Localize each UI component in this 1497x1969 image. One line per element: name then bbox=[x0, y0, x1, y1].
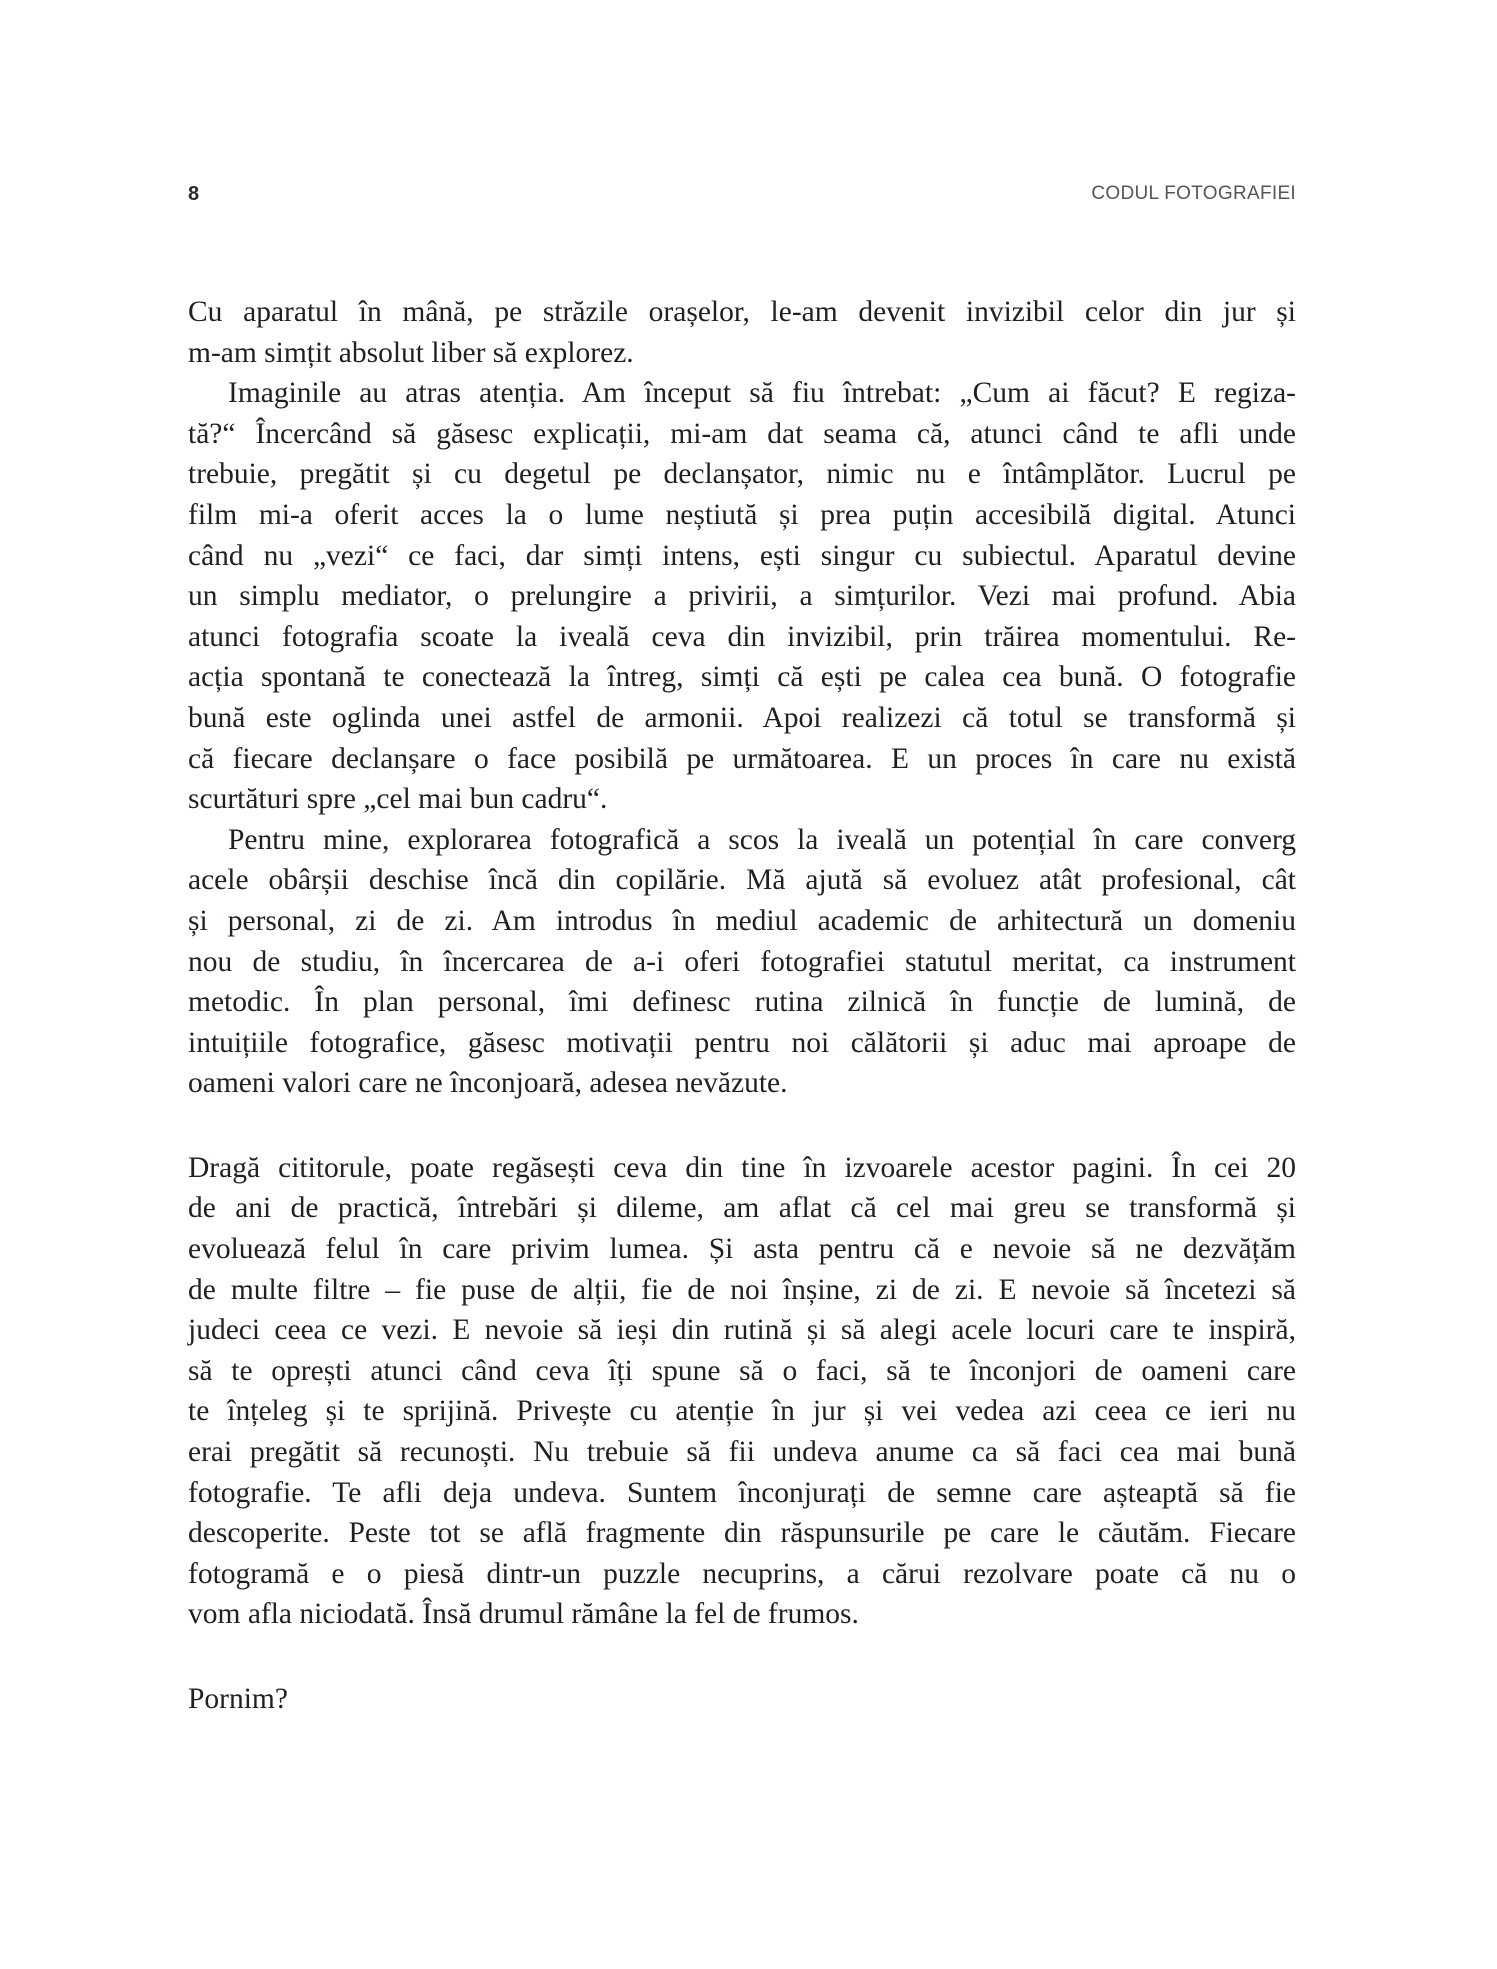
text-line: atunci fotografia scoate la iveală ceva din invizibil, prin trăirea momentului. Re- bbox=[188, 620, 1296, 653]
closing-question: Pornim? bbox=[188, 1683, 288, 1715]
text-line: să te oprești atunci când ceva îți spune să o faci, să te înconjori de oameni care bbox=[188, 1354, 1296, 1387]
text-line: și personal, zi de zi. Am introdus în mediul academic de arhitectură un domeniu bbox=[188, 904, 1296, 937]
text-line: Dragă cititorule, poate regăsești ceva din tine în izvoarele acestor pagini. În cei 20 bbox=[188, 1151, 1296, 1184]
text-line: Cu aparatul în mână, pe străzile orașelor, le-am devenit invizibil celor din jur și bbox=[188, 296, 1296, 328]
text-line: film mi-a oferit acces la o lume neștiută și prea puțin accesibilă digital. Atunci bbox=[188, 498, 1296, 531]
text-line: oameni valori care ne înconjoară, adesea nevăzute. bbox=[188, 1067, 788, 1100]
text-line: descoperite. Peste tot se află fragmente din răspunsurile pe care le căutăm. Fiecare bbox=[188, 1517, 1296, 1550]
paragraph-4 bbox=[188, 1148, 1296, 1635]
text-line: evoluează felul în care privim lumea. Și asta pentru că e nevoie să ne dezvățăm bbox=[188, 1233, 1296, 1266]
text-line: că fiecare declanșare o face posibilă pe următoarea. E un proces în care nu există bbox=[188, 742, 1296, 775]
text-line: bună este oglinda unei astfel de armonii. Apoi realizezi că totul se transformă și bbox=[188, 701, 1296, 734]
text-line: scurtături spre „cel mai bun cadru“. bbox=[188, 783, 608, 816]
text-line: de ani de practică, întrebări și dileme, am aflat că cel mai greu se transformă și bbox=[188, 1192, 1296, 1225]
text-line: acția spontană te conectează la întreg, simți că ești pe calea cea bună. O fotografie bbox=[188, 661, 1296, 694]
paragraph-spacer bbox=[188, 1635, 1296, 1679]
text-line: vom afla niciodată. Însă drumul rămâne la fel de frumos. bbox=[188, 1598, 859, 1631]
body-text bbox=[188, 292, 1296, 1720]
text-line: erai pregătit să recunoști. Nu trebuie să fii undeva anume ca să faci cea mai bună bbox=[188, 1436, 1296, 1469]
text-line: judeci ceea ce vezi. E nevoie să ieși din rutină și să alegi acele locuri care te inspiră, bbox=[188, 1314, 1296, 1347]
text-line: fotografie. Te afli deja undeva. Suntem înconjurați de semne care așteaptă să fie bbox=[188, 1476, 1296, 1509]
text-line: un simplu mediator, o prelungire a privirii, a simțurilor. Vezi mai profund. Abia bbox=[188, 580, 1296, 613]
text-line: tă?“ Încercând să găsesc explicații, mi-am dat seama că, atunci când te afli unde bbox=[188, 417, 1296, 450]
text-line: intuițiile fotografice, găsesc motivații pentru noi călătorii și aduc mai aproape de bbox=[188, 1026, 1296, 1059]
text-line: te înțeleg și te sprijină. Privește cu atenție în jur și vei vedea azi ceea ce ieri nu bbox=[188, 1395, 1296, 1428]
text-line: când nu „vezi“ ce faci, dar simți intens, ești singur cu subiectul. Aparatul devine bbox=[188, 539, 1296, 572]
text-line: acele obârșii deschise încă din copilărie. Mă ajută să evoluez atât profesional, cât bbox=[188, 864, 1296, 897]
text-line: fotogramă e o piesă dintr-un puzzle necuprins, a cărui rezolvare poate că nu o bbox=[188, 1557, 1296, 1590]
text-line: nou de studiu, în încercarea de a-i oferi fotografiei statutul meritat, ca instrument bbox=[188, 945, 1296, 978]
paragraph-1 bbox=[188, 292, 1296, 373]
paragraph-2 bbox=[188, 373, 1296, 820]
running-title: CODUL FOTOGRAFIEI bbox=[1091, 183, 1296, 204]
text-line: Pentru mine, explorarea fotografică a scos la iveală un potențial în care converg bbox=[228, 823, 1296, 856]
page-number: 8 bbox=[188, 183, 200, 205]
text-line: trebuie, pregătit și cu degetul pe declanșator, nimic nu e întâmplător. Lucrul pe bbox=[188, 458, 1296, 491]
paragraph-spacer bbox=[188, 1104, 1296, 1148]
text-line: Imaginile au atras atenția. Am început să fiu întrebat: „Cum ai făcut? E regiza- bbox=[228, 377, 1296, 410]
paragraph-3 bbox=[188, 820, 1296, 1104]
text-line: metodic. În plan personal, îmi definesc rutina zilnică în funcție de lumină, de bbox=[188, 986, 1296, 1019]
text-line: de multe filtre – fie puse de alții, fie de noi înșine, zi de zi. E nevoie să încetezi să bbox=[188, 1273, 1296, 1306]
text-line: m-am simțit absolut liber să explorez. bbox=[188, 336, 634, 369]
running-header bbox=[188, 183, 1296, 213]
